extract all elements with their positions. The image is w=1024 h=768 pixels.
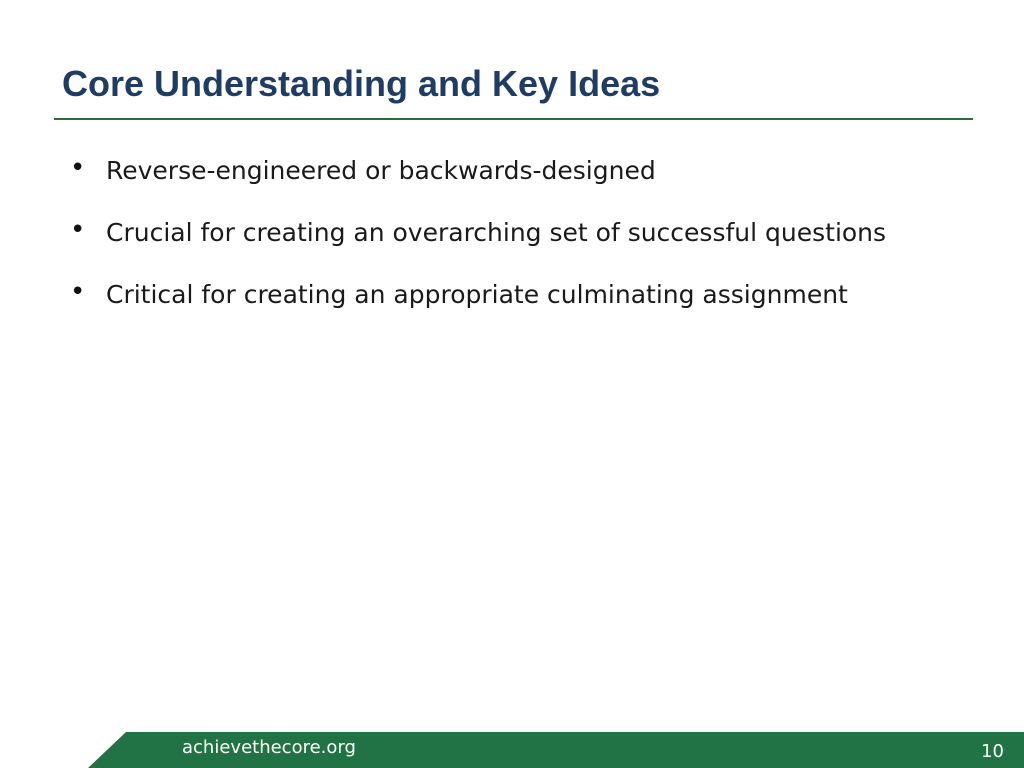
bullet-dot-icon: • <box>70 153 86 183</box>
footer-band <box>0 732 1024 768</box>
title-divider <box>54 118 973 120</box>
slide-title: Core Understanding and Key Ideas <box>62 63 661 104</box>
footer-band-shape <box>0 732 1024 768</box>
bullet-list <box>70 148 950 334</box>
bullet-dot-icon: • <box>70 215 86 245</box>
slide-page-number: 10 <box>981 741 1004 762</box>
bullet-text: Reverse-engineered or backwards-designed <box>106 156 656 185</box>
bullet-item <box>70 210 950 256</box>
bullet-text: Crucial for creating an overarching set of successful questions <box>106 218 887 247</box>
bullet-text: Critical for creating an appropriate culminating assignment <box>106 280 848 309</box>
bullet-item <box>70 272 950 318</box>
bullet-dot-icon: • <box>70 277 86 307</box>
bullet-item <box>70 148 950 194</box>
footer-site-link[interactable]: achievethecore.org <box>182 737 356 758</box>
